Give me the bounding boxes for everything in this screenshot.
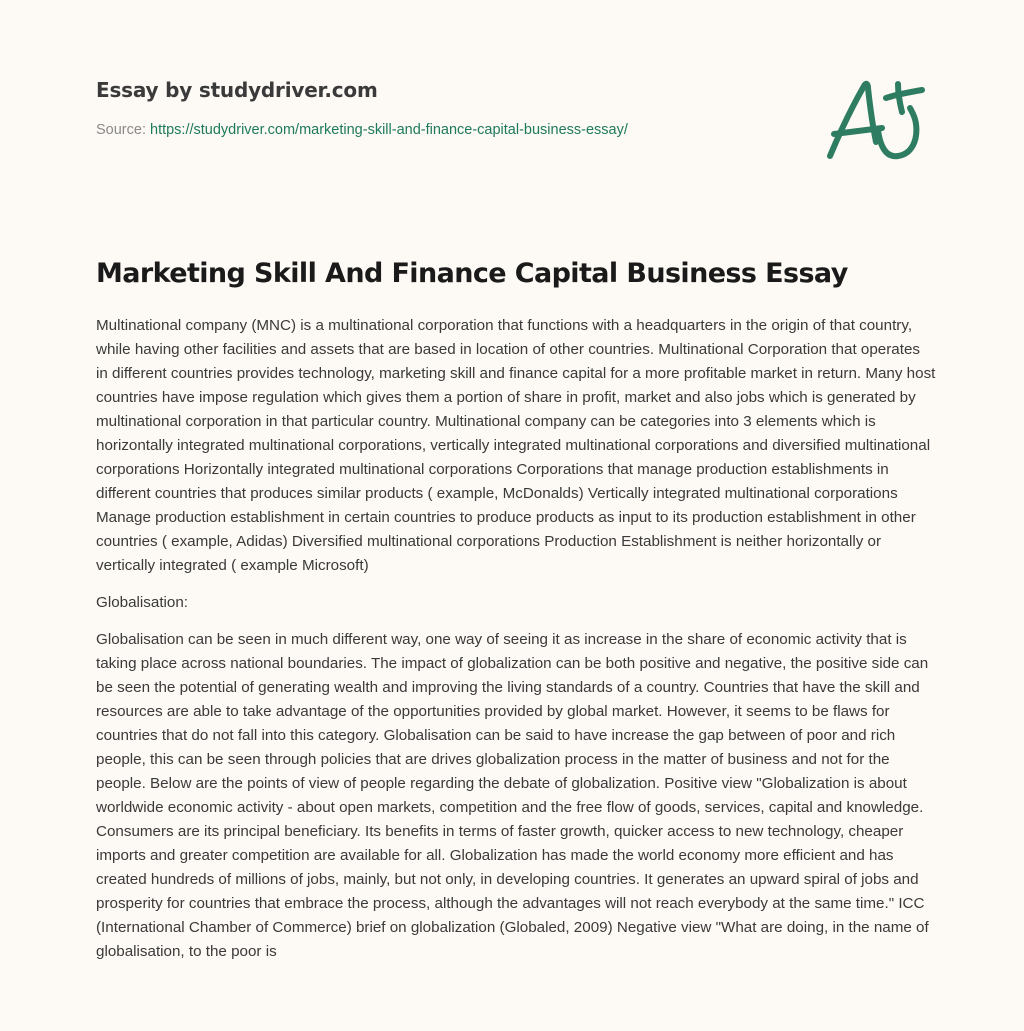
essay-body xyxy=(96,314,936,977)
section-heading-globalisation: Globalisation: xyxy=(96,594,189,611)
a-plus-grade-icon xyxy=(820,62,940,172)
source-line xyxy=(96,120,796,140)
essay-paragraph: Globalisation can be seen in much different way, one way of seeing it as increase in the share of economic activity that is taking place across national boundaries. The impact of globalization can be both positive and negative, the positive side can be seen the potential of generating wealth and improving the living standards of a country. Countries that have the skill and resources are able to take advantage of the opportunities provided by global market. However, it seems to be flaws for countries that do not fall into this category. Globalisation can be said to have increase the gap between of poor and rich people, this can be seen through policies that are drives globalization process in the matter of business and not for the people. Below are the points of view of people regarding the debate of globalization. Positive view "Globalization is about worldwide economic activity - about open markets, competition and the free flow of goods, services, capital and knowledge. Consumers are its principal beneficiary. Its benefits in terms of faster growth, quicker access to new technology, cheaper imports and greater competition are available for all. Globalization has made the world economy more efficient and has created hundreds of millions of jobs, mainly, but not only, in developing countries. It generates an upward spiral of jobs and prosperity for countries that embrace the process, although the advantages will not reach everybody at the same time." ICC (International Chamber of Commerce) brief on globalization (Globaled, 2009) Negative view "What are doing, in the name of globalisation, to the poor is xyxy=(96,631,929,960)
site-title: Essay by studydriver.com xyxy=(96,78,378,102)
page-header xyxy=(96,76,796,140)
source-link[interactable]: https://studydriver.com/marketing-skill-and-finance-capital-business-essay/ xyxy=(150,122,628,138)
page-title: Marketing Skill And Finance Capital Business Essay xyxy=(96,258,848,289)
essay-paragraph: Multinational company (MNC) is a multinational corporation that functions with a headquarters in the origin of that country, while having other facilities and assets that are based in location of other countries. Multinational Corporation that operates in different countries provides technology, marketing skill and finance capital for a more profitable market in return. Many host countries have impose regulation which gives them a portion of share in profit, market and also jobs which is generated by multinational corporation in that particular country. Multinational company can be categories into 3 elements which is horizontally integrated multinational corporations, vertically integrated multinational corporations and diversified multinational corporations Horizontally integrated multinational corporations Corporations that manage production establishments in different countries that produces similar products ( example, McDonalds) Vertically integrated multinational corporations Manage production establishment in certain countries to produce products as input to its production establishment in other countries ( example, Adidas) Diversified multinational corporations Production Establishment is neither horizontally or vertically integrated ( example Microsoft) xyxy=(96,317,936,574)
source-label: Source: xyxy=(96,122,150,138)
